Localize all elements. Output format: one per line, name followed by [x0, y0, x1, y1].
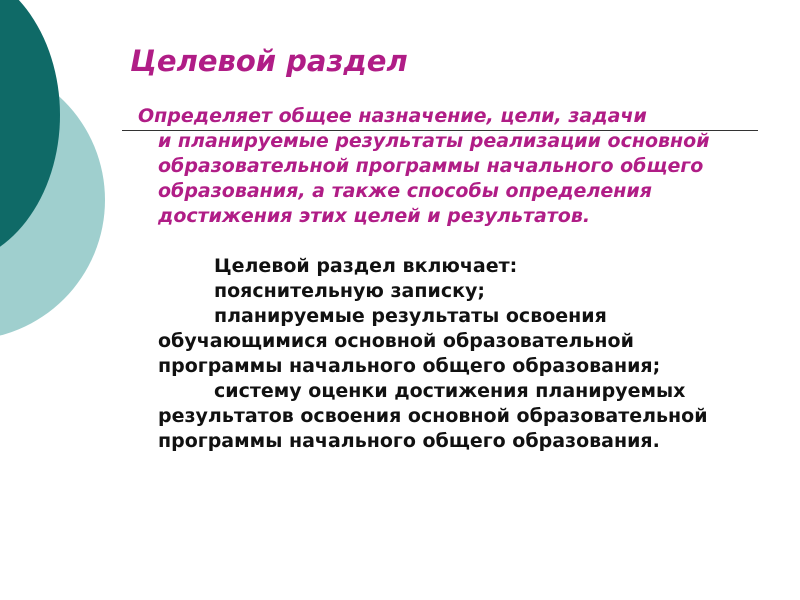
lead-paragraph — [138, 104, 758, 229]
body-line: пояснительную записку; — [214, 280, 485, 302]
body-text — [158, 254, 758, 454]
slide-title: Целевой раздел — [130, 44, 408, 78]
lead-first-line: Определяет общее назначение, цели, задачи — [138, 105, 647, 127]
body-line: Целевой раздел включает: — [214, 255, 518, 277]
lead-rest: и планируемые результаты реализации основной образовательной программы начального общего образования, а также способы определения достижения этих целей и результатов. — [158, 130, 710, 227]
body-line: планируемые результаты освоения обучающимися основной образовательной программы начального общего образования; — [158, 305, 661, 377]
title-underline — [122, 130, 758, 131]
body-line: систему оценки достижения планируемых результатов освоения основной образовательной программы начального общего образования. — [158, 380, 708, 452]
